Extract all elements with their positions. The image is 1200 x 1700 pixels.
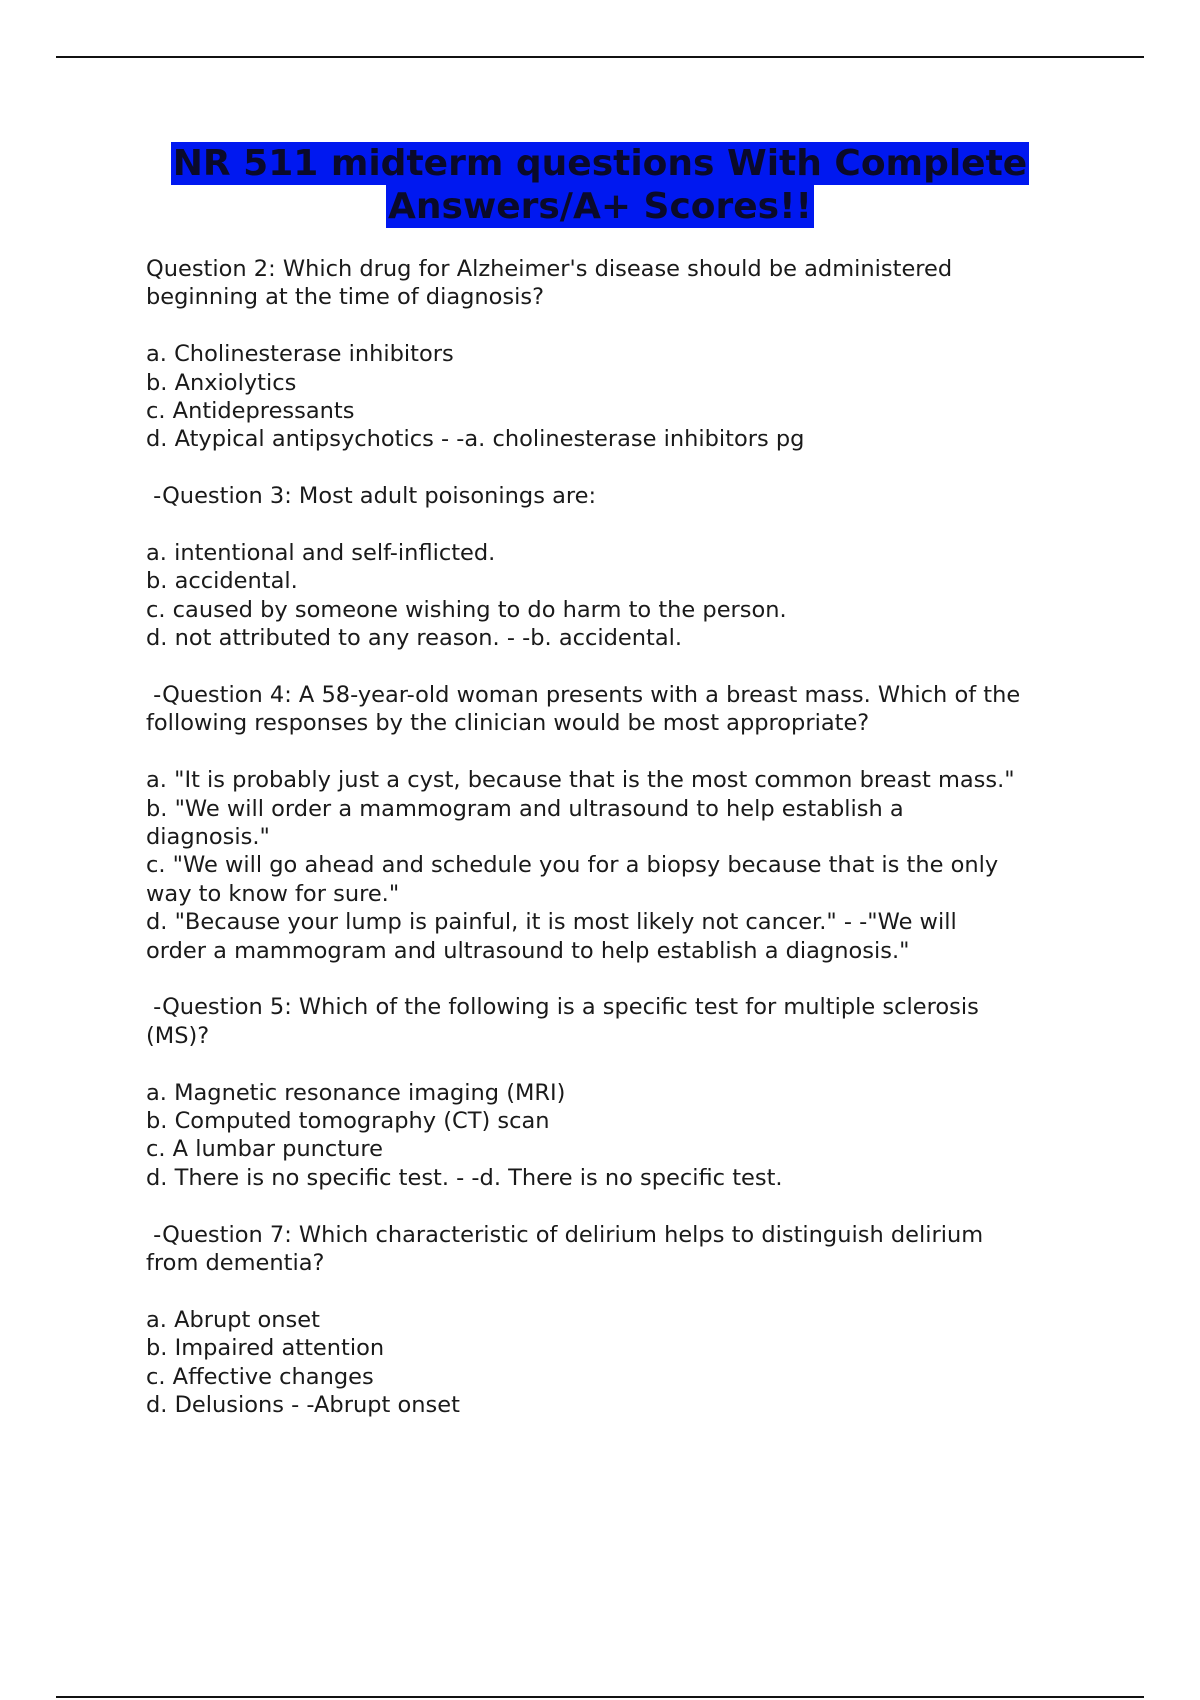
option-line: d. There is no specific test. - -d. There is no specific test.	[146, 1164, 783, 1191]
option-line: way to know for sure."	[146, 880, 400, 907]
option-line: b. "We will order a mammogram and ultrasound to help establish a	[146, 795, 904, 822]
option-line: d. not attributed to any reason. - -b. accidental.	[146, 625, 683, 652]
top-rule	[56, 56, 1144, 58]
option-line: a. Cholinesterase inhibitors	[146, 341, 454, 368]
option-line: c. "We will go ahead and schedule you for a biopsy because that is the only	[146, 852, 999, 879]
title-line-2: Answers/A+ Scores!!	[388, 186, 812, 227]
option-line: b. Computed tomography (CT) scan	[146, 1108, 550, 1135]
option-line: b. Anxiolytics	[146, 369, 297, 396]
bottom-rule	[56, 1696, 1144, 1698]
question-text-line: beginning at the time of diagnosis?	[146, 284, 545, 311]
question-prompt	[146, 681, 1096, 738]
option-line: d. "Because your lump is painful, it is most likely not cancer." - -"We will	[146, 909, 957, 936]
option-line: c. Affective changes	[146, 1363, 374, 1390]
question-options	[146, 539, 1096, 653]
question-prompt	[146, 993, 1096, 1050]
option-line: b. accidental.	[146, 568, 298, 595]
option-line: a. Magnetic resonance imaging (MRI)	[146, 1079, 566, 1106]
question-options	[146, 766, 1096, 965]
question-options	[146, 1306, 1096, 1420]
document-body	[146, 255, 1096, 1448]
question-text-line: -Question 7: Which characteristic of delirium helps to distinguish delirium	[146, 1221, 984, 1248]
option-line: diagnosis."	[146, 824, 270, 851]
option-line: a. intentional and self-inflicted.	[146, 540, 496, 567]
question-prompt	[146, 255, 1096, 312]
question-options	[146, 340, 1096, 454]
question-options	[146, 1079, 1096, 1193]
question-text-line: (MS)?	[146, 1022, 210, 1049]
question-text-line: -Question 3: Most adult poisonings are:	[146, 483, 597, 510]
option-line: d. Delusions - -Abrupt onset	[146, 1392, 460, 1419]
question-prompt	[146, 482, 1096, 510]
option-line: c. caused by someone wishing to do harm to the person.	[146, 596, 787, 623]
option-line: b. Impaired attention	[146, 1335, 385, 1362]
question-text-line: from dementia?	[146, 1250, 325, 1277]
option-line: c. Antidepressants	[146, 398, 355, 425]
document-title	[0, 142, 1200, 228]
option-line: a. "It is probably just a cyst, because that is the most common breast mass."	[146, 767, 1015, 794]
question-text-line: Question 2: Which drug for Alzheimer's disease should be administered	[146, 256, 953, 282]
question-text-line: following responses by the clinician would be most appropriate?	[146, 710, 870, 737]
question-prompt	[146, 1221, 1096, 1278]
question-text-line: -Question 4: A 58-year-old woman presents with a breast mass. Which of the	[146, 682, 1021, 709]
option-line: order a mammogram and ultrasound to help establish a diagnosis."	[146, 937, 910, 964]
title-line-1: NR 511 midterm questions With Complete	[172, 143, 1028, 184]
question-text-line: -Question 5: Which of the following is a specific test for multiple sclerosis	[146, 994, 979, 1021]
option-line: d. Atypical antipsychotics - -a. cholinesterase inhibitors pg	[146, 426, 805, 453]
option-line: a. Abrupt onset	[146, 1306, 320, 1333]
option-line: c. A lumbar puncture	[146, 1136, 383, 1163]
